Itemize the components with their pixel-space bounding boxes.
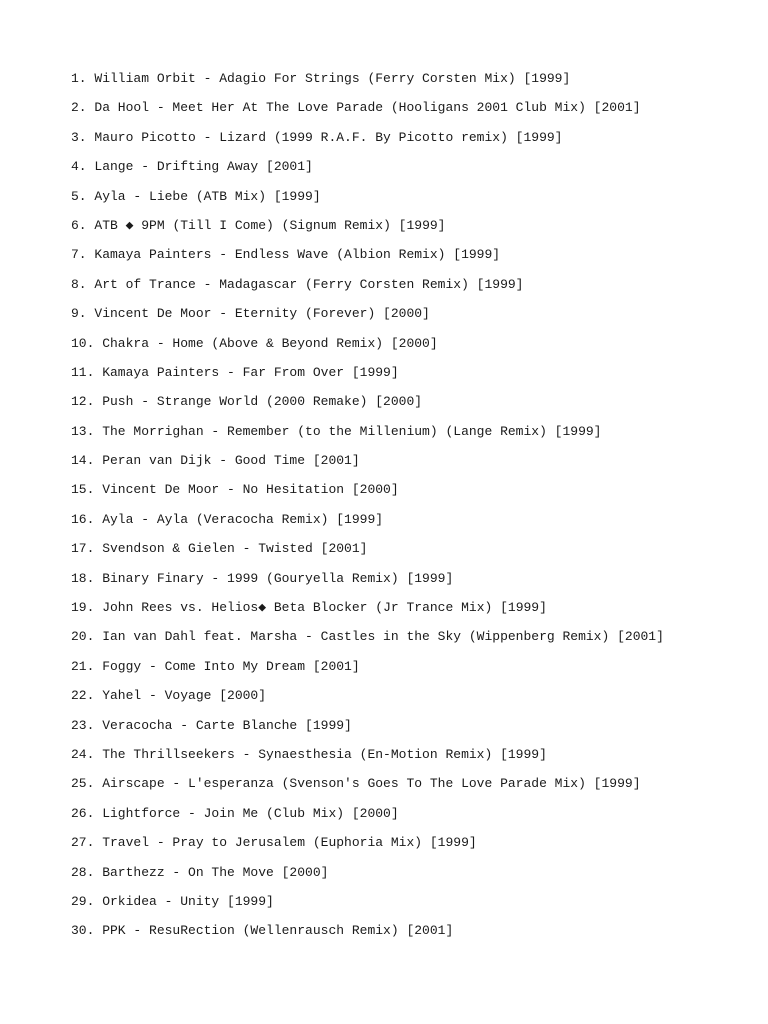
track-line: 13. The Morrighan - Remember (to the Millenium) (Lange Remix) [1999] [71, 423, 602, 439]
track-line: 17. Svendson & Gielen - Twisted [2001] [71, 541, 368, 557]
track-line: 11. Kamaya Painters - Far From Over [1999] [71, 364, 399, 380]
track-line: 22. Yahel - Voyage [2000] [71, 688, 267, 704]
track-line: 15. Vincent De Moor - No Hesitation [2000] [71, 482, 399, 498]
track-line: 14. Peran van Dijk - Good Time [2001] [71, 453, 360, 469]
track-line: 27. Travel - Pray to Jerusalem (Euphoria Mix) [1999] [71, 835, 477, 851]
track-line: 18. Binary Finary - 1999 (Gouryella Remix) [1999] [71, 570, 454, 586]
track-line: 20. Ian van Dahl feat. Marsha - Castles in the Sky (Wippenberg Remix) [2001] [71, 629, 664, 645]
track-line: 10. Chakra - Home (Above & Beyond Remix) [2000] [71, 335, 438, 351]
track-line: 8. Art of Trance - Madagascar (Ferry Corsten Remix) [1999] [71, 276, 524, 292]
track-line: 2. Da Hool - Meet Her At The Love Parade (Hooligans 2001 Club Mix) [2001] [71, 100, 641, 116]
track-line: 28. Barthezz - On The Move [2000] [71, 864, 329, 880]
track-line: 7. Kamaya Painters - Endless Wave (Albion Remix) [1999] [71, 247, 501, 263]
track-line: 3. Mauro Picotto - Lizard (1999 R.A.F. By Picotto remix) [1999] [71, 129, 563, 145]
track-line: 19. John Rees vs. Helios◆ Beta Blocker (Jr Trance Mix) [1999] [71, 600, 547, 616]
track-line: 24. The Thrillseekers - Synaesthesia (En-Motion Remix) [1999] [71, 746, 547, 762]
track-line: 30. PPK - ResuRection (Wellenrausch Remix) [2001] [71, 923, 454, 939]
track-line: 26. Lightforce - Join Me (Club Mix) [2000] [71, 805, 399, 821]
track-line: 12. Push - Strange World (2000 Remake) [2000] [71, 394, 423, 410]
track-line: 25. Airscape - L'esperanza (Svenson's Goes To The Love Parade Mix) [1999] [71, 776, 641, 792]
track-line: 9. Vincent De Moor - Eternity (Forever) [2000] [71, 306, 430, 322]
track-line: 4. Lange - Drifting Away [2001] [71, 159, 313, 175]
track-list [71, 70, 751, 952]
track-line: 29. Orkidea - Unity [1999] [71, 893, 274, 909]
track-line: 21. Foggy - Come Into My Dream [2001] [71, 658, 360, 674]
track-line: 1. William Orbit - Adagio For Strings (Ferry Corsten Mix) [1999] [71, 71, 571, 86]
track-line: 6. ATB ◆ 9PM (Till I Come) (Signum Remix) [1999] [71, 217, 446, 233]
track-line: 23. Veracocha - Carte Blanche [1999] [71, 717, 352, 733]
track-line: 16. Ayla - Ayla (Veracocha Remix) [1999] [71, 511, 384, 527]
track-line: 5. Ayla - Liebe (ATB Mix) [1999] [71, 188, 321, 204]
